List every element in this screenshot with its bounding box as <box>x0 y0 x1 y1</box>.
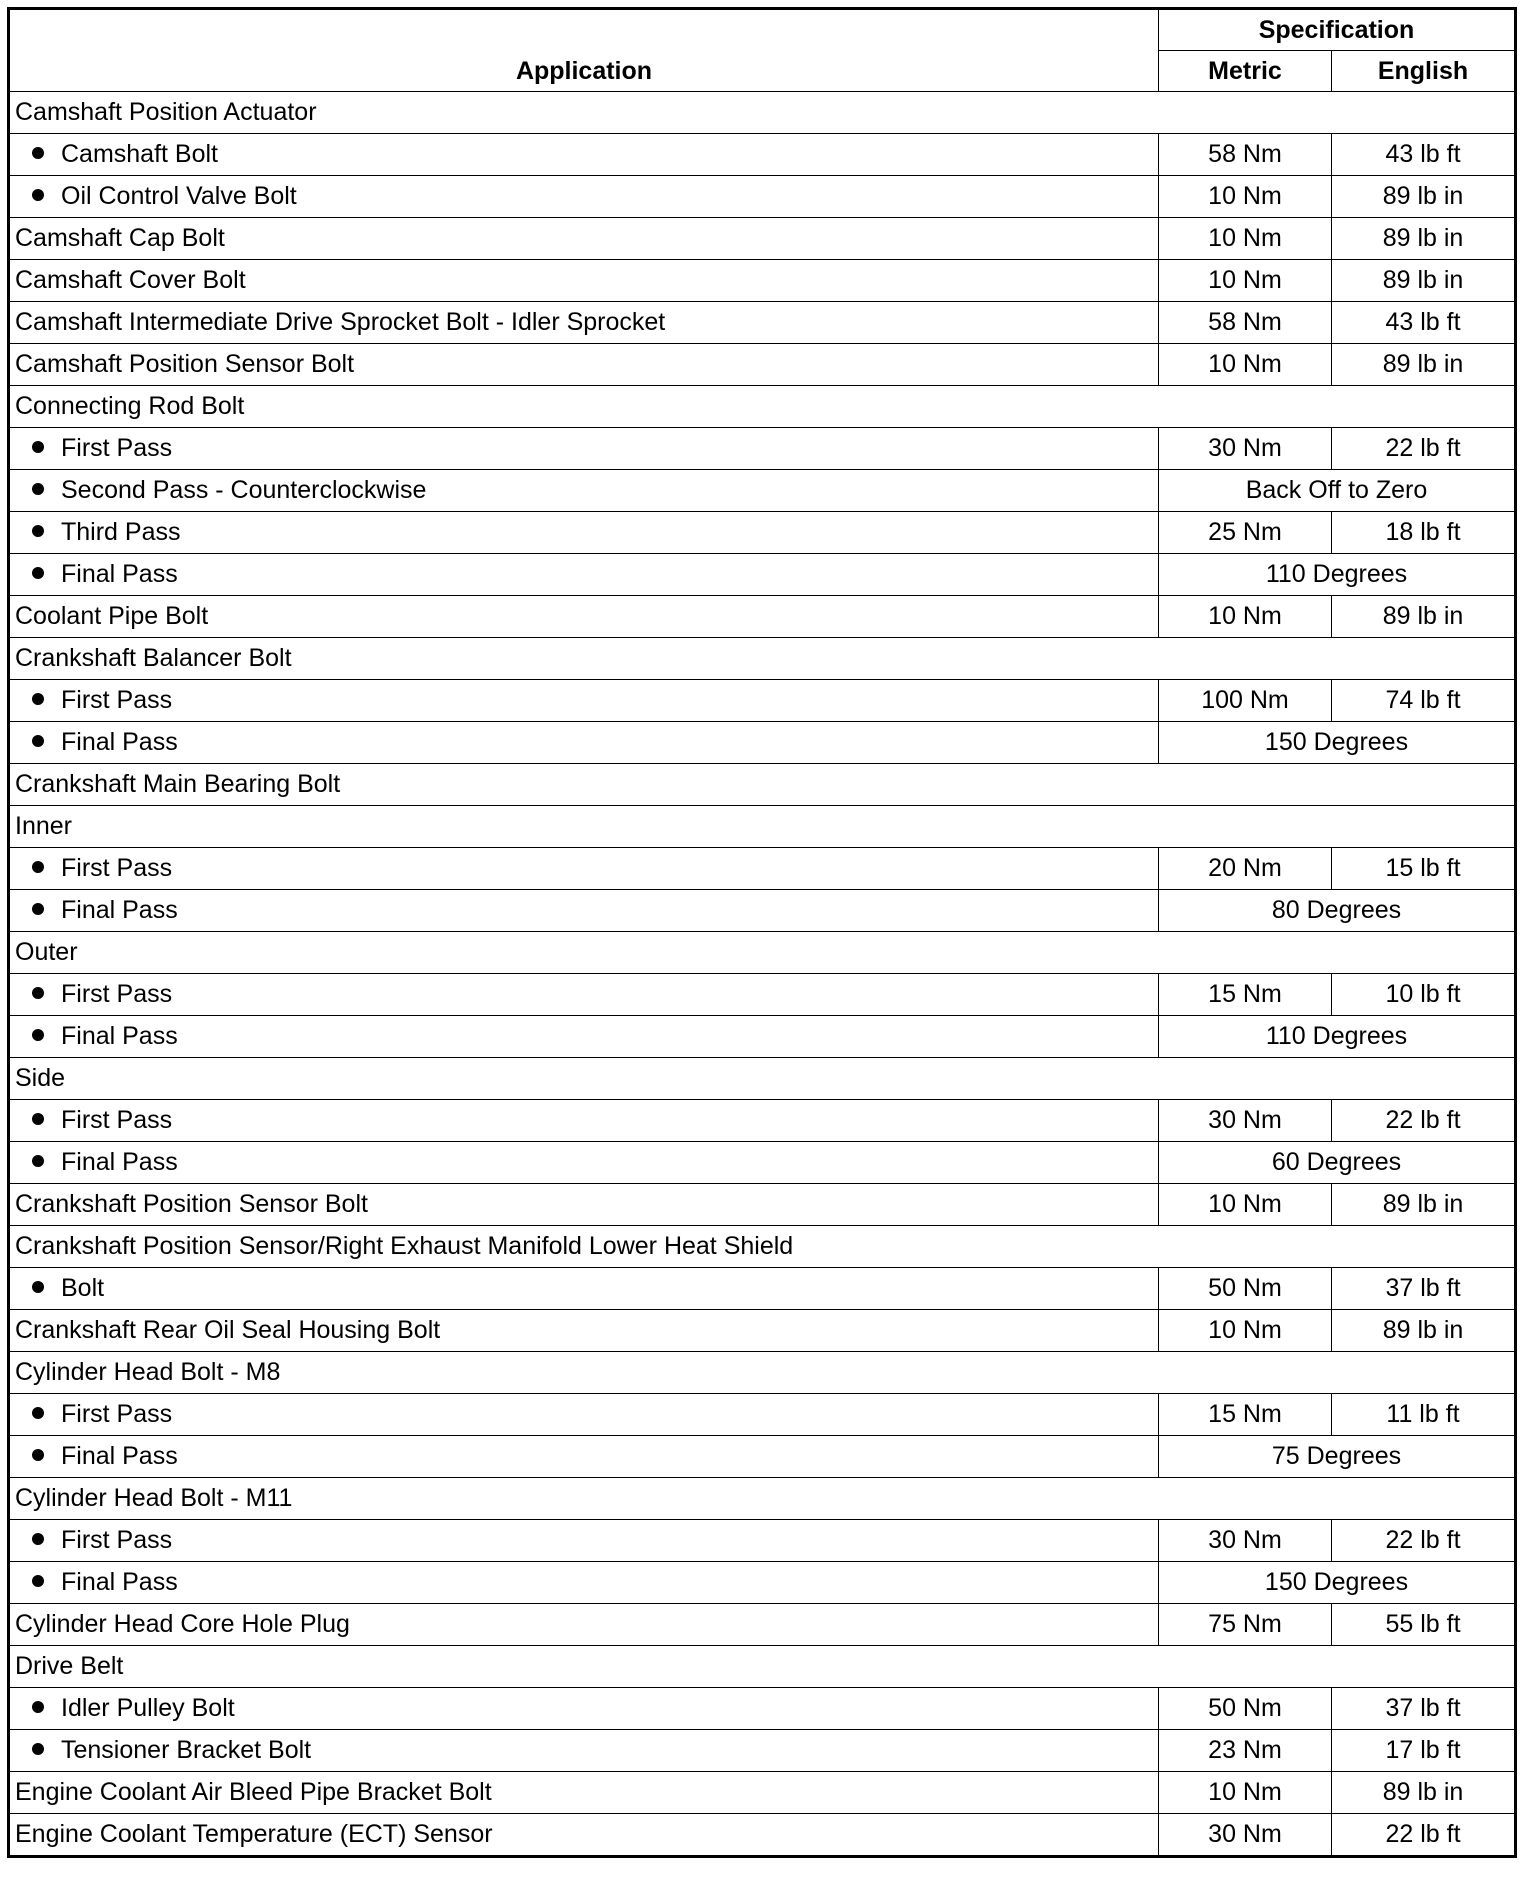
table-row <box>9 302 1516 344</box>
application-cell <box>9 848 1159 890</box>
application-label: First Pass <box>61 1106 173 1134</box>
application-cell <box>9 554 1159 596</box>
bullet-icon <box>32 1113 44 1125</box>
application-cell <box>9 1352 1516 1394</box>
application-cell <box>9 1184 1159 1226</box>
spec-combined-cell: 60 Degrees <box>1159 1142 1516 1184</box>
application-label: Camshaft Intermediate Drive Sprocket Bolt - Idler Sprocket <box>15 308 666 336</box>
table-row <box>9 1100 1516 1142</box>
metric-cell: 30 Nm <box>1159 1520 1332 1562</box>
application-label: First Pass <box>61 1526 173 1554</box>
application-cell <box>9 1562 1159 1604</box>
application-cell <box>9 512 1159 554</box>
table-row <box>9 512 1516 554</box>
spec-combined-cell: 110 Degrees <box>1159 1016 1516 1058</box>
bullet-icon <box>32 1575 44 1587</box>
metric-cell: 23 Nm <box>1159 1730 1332 1772</box>
english-cell: 89 lb in <box>1332 1310 1516 1352</box>
application-cell <box>9 1142 1159 1184</box>
application-cell <box>9 1226 1516 1268</box>
bullet-icon <box>32 693 44 705</box>
metric-cell: 30 Nm <box>1159 1814 1332 1857</box>
english-cell: 15 lb ft <box>1332 848 1516 890</box>
specification-header: Specification <box>1159 9 1516 51</box>
application-label: Cylinder Head Bolt - M11 <box>15 1484 293 1512</box>
table-row <box>9 554 1516 596</box>
application-label: Cylinder Head Bolt - M8 <box>15 1358 281 1386</box>
bullet-icon <box>32 1533 44 1545</box>
application-cell <box>9 764 1516 806</box>
application-cell <box>9 1688 1159 1730</box>
application-cell <box>9 1310 1159 1352</box>
table-row <box>9 596 1516 638</box>
metric-cell: 10 Nm <box>1159 218 1332 260</box>
bullet-icon <box>32 1155 44 1167</box>
english-cell: 43 lb ft <box>1332 302 1516 344</box>
table-row <box>9 470 1516 512</box>
application-cell <box>9 1268 1159 1310</box>
application-label: First Pass <box>61 686 173 714</box>
application-cell <box>9 680 1159 722</box>
application-cell <box>9 218 1159 260</box>
table-row <box>9 1142 1516 1184</box>
application-label: First Pass <box>61 980 173 1008</box>
bullet-icon <box>32 1743 44 1755</box>
application-cell <box>9 806 1516 848</box>
table-row <box>9 848 1516 890</box>
table-row <box>9 1730 1516 1772</box>
application-cell <box>9 470 1159 512</box>
application-label: First Pass <box>61 434 173 462</box>
application-cell <box>9 344 1159 386</box>
table-row <box>9 1352 1516 1394</box>
table-row <box>9 428 1516 470</box>
application-label: Third Pass <box>61 518 181 546</box>
english-cell: 22 lb ft <box>1332 428 1516 470</box>
metric-cell: 30 Nm <box>1159 1100 1332 1142</box>
table-row <box>9 764 1516 806</box>
table-row <box>9 1184 1516 1226</box>
table-row <box>9 1478 1516 1520</box>
application-cell <box>9 1814 1159 1857</box>
spec-combined-cell: Back Off to Zero <box>1159 470 1516 512</box>
table-row <box>9 680 1516 722</box>
bullet-icon <box>32 735 44 747</box>
table-row <box>9 92 1516 134</box>
english-cell: 37 lb ft <box>1332 1268 1516 1310</box>
bullet-icon <box>32 1449 44 1461</box>
metric-cell: 30 Nm <box>1159 428 1332 470</box>
application-label: Final Pass <box>61 728 178 756</box>
table-row <box>9 638 1516 680</box>
application-cell <box>9 722 1159 764</box>
metric-cell: 75 Nm <box>1159 1604 1332 1646</box>
metric-cell: 50 Nm <box>1159 1268 1332 1310</box>
application-header: Application <box>9 9 1159 92</box>
torque-spec-table-wrapper <box>7 7 1517 1858</box>
application-cell <box>9 932 1516 974</box>
table-row <box>9 1310 1516 1352</box>
header-row-top <box>9 9 1516 51</box>
english-cell: 89 lb in <box>1332 1184 1516 1226</box>
table-row <box>9 806 1516 848</box>
application-cell <box>9 386 1516 428</box>
english-cell: 22 lb ft <box>1332 1100 1516 1142</box>
application-label: Coolant Pipe Bolt <box>15 602 209 630</box>
english-cell: 89 lb in <box>1332 596 1516 638</box>
english-cell: 43 lb ft <box>1332 134 1516 176</box>
bullet-icon <box>32 987 44 999</box>
table-row <box>9 1604 1516 1646</box>
application-cell <box>9 176 1159 218</box>
english-cell: 22 lb ft <box>1332 1520 1516 1562</box>
application-label: Camshaft Position Sensor Bolt <box>15 350 355 378</box>
table-row <box>9 1688 1516 1730</box>
application-label: Camshaft Cap Bolt <box>15 224 225 252</box>
bullet-icon <box>32 1701 44 1713</box>
application-label: Final Pass <box>61 1022 178 1050</box>
application-label: Camshaft Bolt <box>61 140 219 168</box>
english-cell: 18 lb ft <box>1332 512 1516 554</box>
english-cell: 89 lb in <box>1332 176 1516 218</box>
application-label: Bolt <box>61 1274 105 1302</box>
english-cell: 89 lb in <box>1332 218 1516 260</box>
spec-combined-cell: 110 Degrees <box>1159 554 1516 596</box>
application-cell <box>9 1730 1159 1772</box>
metric-cell: 25 Nm <box>1159 512 1332 554</box>
application-label: Crankshaft Balancer Bolt <box>15 644 292 672</box>
application-cell <box>9 134 1159 176</box>
application-cell <box>9 1016 1159 1058</box>
table-row <box>9 1058 1516 1100</box>
table-row <box>9 1562 1516 1604</box>
application-label: Oil Control Valve Bolt <box>61 182 297 210</box>
application-cell <box>9 1478 1516 1520</box>
metric-cell: 58 Nm <box>1159 302 1332 344</box>
application-label: Final Pass <box>61 560 178 588</box>
metric-cell: 15 Nm <box>1159 1394 1332 1436</box>
spec-combined-cell: 150 Degrees <box>1159 722 1516 764</box>
metric-cell: 50 Nm <box>1159 1688 1332 1730</box>
application-label: Inner <box>15 812 72 840</box>
application-label: Second Pass - Counterclockwise <box>61 476 427 504</box>
table-row <box>9 218 1516 260</box>
table-row <box>9 1646 1516 1688</box>
application-label: Tensioner Bracket Bolt <box>61 1736 312 1764</box>
application-cell <box>9 1520 1159 1562</box>
metric-cell: 58 Nm <box>1159 134 1332 176</box>
english-cell: 10 lb ft <box>1332 974 1516 1016</box>
application-cell <box>9 890 1159 932</box>
application-label: Final Pass <box>61 1568 178 1596</box>
bullet-icon <box>32 147 44 159</box>
english-cell: 89 lb in <box>1332 344 1516 386</box>
application-label: Crankshaft Rear Oil Seal Housing Bolt <box>15 1316 441 1344</box>
metric-cell: 100 Nm <box>1159 680 1332 722</box>
table-row <box>9 1772 1516 1814</box>
metric-cell: 10 Nm <box>1159 596 1332 638</box>
english-cell: 37 lb ft <box>1332 1688 1516 1730</box>
english-cell: 89 lb in <box>1332 1772 1516 1814</box>
application-cell <box>9 428 1159 470</box>
metric-cell: 10 Nm <box>1159 1772 1332 1814</box>
application-label: First Pass <box>61 1400 173 1428</box>
english-cell: 55 lb ft <box>1332 1604 1516 1646</box>
spec-combined-cell: 80 Degrees <box>1159 890 1516 932</box>
table-row <box>9 974 1516 1016</box>
application-cell <box>9 1604 1159 1646</box>
application-label: Camshaft Cover Bolt <box>15 266 246 294</box>
metric-cell: 15 Nm <box>1159 974 1332 1016</box>
application-label: Connecting Rod Bolt <box>15 392 245 420</box>
bullet-icon <box>32 525 44 537</box>
metric-cell: 10 Nm <box>1159 1184 1332 1226</box>
metric-cell: 10 Nm <box>1159 1310 1332 1352</box>
application-label: Final Pass <box>61 1442 178 1470</box>
application-label: First Pass <box>61 854 173 882</box>
table-body <box>9 92 1516 1857</box>
application-label: Side <box>15 1064 66 1092</box>
table-row <box>9 176 1516 218</box>
application-label: Idler Pulley Bolt <box>61 1694 235 1722</box>
application-label: Engine Coolant Air Bleed Pipe Bracket Bolt <box>15 1778 492 1806</box>
table-row <box>9 890 1516 932</box>
bullet-icon <box>32 861 44 873</box>
application-label: Crankshaft Main Bearing Bolt <box>15 770 341 798</box>
application-label: Outer <box>15 938 78 966</box>
table-row <box>9 722 1516 764</box>
application-cell <box>9 1436 1159 1478</box>
table-row <box>9 1394 1516 1436</box>
application-cell <box>9 302 1159 344</box>
table-row <box>9 1016 1516 1058</box>
spec-combined-cell: 75 Degrees <box>1159 1436 1516 1478</box>
application-label: Crankshaft Position Sensor Bolt <box>15 1190 368 1218</box>
english-cell: 22 lb ft <box>1332 1814 1516 1857</box>
application-cell <box>9 1100 1159 1142</box>
bullet-icon <box>32 1407 44 1419</box>
english-cell: 11 lb ft <box>1332 1394 1516 1436</box>
table-row <box>9 1268 1516 1310</box>
table-row <box>9 1436 1516 1478</box>
table-row <box>9 1226 1516 1268</box>
application-label: Drive Belt <box>15 1652 124 1680</box>
bullet-icon <box>32 483 44 495</box>
application-cell <box>9 1058 1516 1100</box>
application-label: Crankshaft Position Sensor/Right Exhaust Manifold Lower Heat Shield <box>15 1232 794 1260</box>
metric-cell: 10 Nm <box>1159 176 1332 218</box>
english-cell: 89 lb in <box>1332 260 1516 302</box>
metric-header: Metric <box>1159 51 1332 92</box>
table-row <box>9 260 1516 302</box>
table-row <box>9 344 1516 386</box>
bullet-icon <box>32 567 44 579</box>
metric-cell: 10 Nm <box>1159 344 1332 386</box>
application-cell <box>9 596 1159 638</box>
table-row <box>9 134 1516 176</box>
torque-spec-table <box>7 7 1517 1858</box>
spec-combined-cell: 150 Degrees <box>1159 1562 1516 1604</box>
application-label: Engine Coolant Temperature (ECT) Sensor <box>15 1820 493 1848</box>
english-header: English <box>1332 51 1516 92</box>
bullet-icon <box>32 1029 44 1041</box>
application-cell <box>9 638 1516 680</box>
bullet-icon <box>32 1281 44 1293</box>
application-cell <box>9 974 1159 1016</box>
application-label: Final Pass <box>61 896 178 924</box>
application-label: Cylinder Head Core Hole Plug <box>15 1610 350 1638</box>
metric-cell: 20 Nm <box>1159 848 1332 890</box>
bullet-icon <box>32 441 44 453</box>
bullet-icon <box>32 903 44 915</box>
application-cell <box>9 92 1516 134</box>
bullet-icon <box>32 189 44 201</box>
application-label: Camshaft Position Actuator <box>15 98 317 126</box>
application-label: Final Pass <box>61 1148 178 1176</box>
metric-cell: 10 Nm <box>1159 260 1332 302</box>
english-cell: 17 lb ft <box>1332 1730 1516 1772</box>
application-cell <box>9 1394 1159 1436</box>
application-cell <box>9 260 1159 302</box>
application-cell <box>9 1646 1516 1688</box>
table-row <box>9 1520 1516 1562</box>
table-row <box>9 1814 1516 1857</box>
english-cell: 74 lb ft <box>1332 680 1516 722</box>
application-cell <box>9 1772 1159 1814</box>
table-row <box>9 386 1516 428</box>
table-row <box>9 932 1516 974</box>
